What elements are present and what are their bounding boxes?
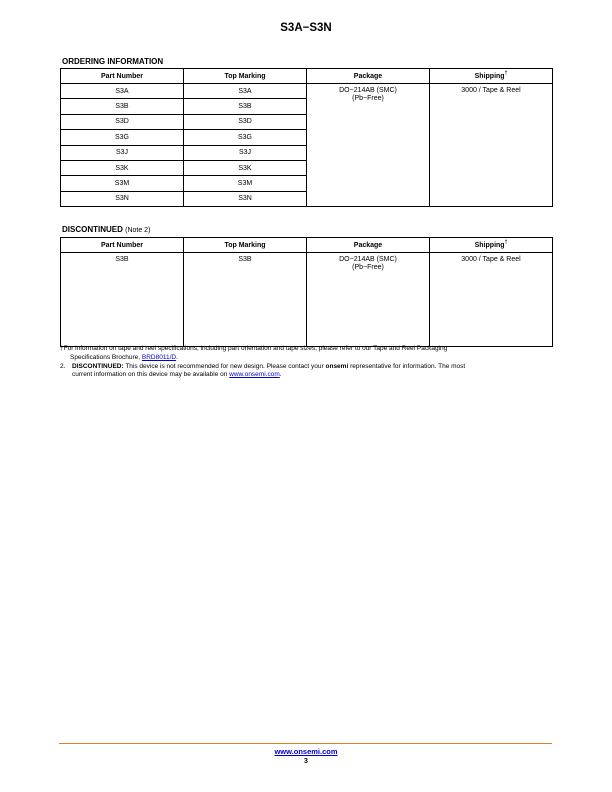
ordering-table	[60, 68, 553, 207]
part-number-cell: S3M	[61, 176, 184, 191]
package-cell	[307, 84, 430, 207]
part-number-cell: S3J	[61, 145, 184, 160]
table-header-row	[61, 69, 553, 84]
top-marking-cell: S3A	[184, 84, 307, 99]
footer-url	[0, 747, 612, 756]
column-header-part-number: Part Number	[61, 238, 184, 253]
note-number: 2.	[60, 362, 66, 370]
shipping-header-label: Shipping	[474, 72, 505, 80]
part-number-cell: S3B	[61, 253, 184, 347]
discontinued-table	[60, 237, 553, 347]
onsemi-link[interactable]: www.onsemi.com	[229, 371, 280, 379]
dagger-mark: †	[504, 70, 508, 77]
column-header-top-marking: Top Marking	[184, 69, 307, 84]
dagger-footnote-text: †For information on tape and reel specifications, including part orientation and tape sizes, please refer to our Tape and Reel Packaging	[60, 345, 448, 352]
part-number-cell: S3N	[61, 191, 184, 206]
top-marking-cell: S3B	[184, 253, 307, 347]
top-marking-cell: S3N	[184, 191, 307, 206]
part-number-cell: S3D	[61, 114, 184, 129]
footnotes	[60, 345, 552, 380]
column-header-shipping	[430, 238, 553, 253]
part-number-cell: S3B	[61, 99, 184, 114]
table-row	[61, 253, 553, 347]
dagger-mark: †	[504, 239, 508, 246]
discontinued-title: DISCONTINUED	[62, 225, 123, 234]
shipping-cell: 3000 / Tape & Reel	[430, 253, 553, 347]
document-title: S3A−S3N	[280, 22, 332, 34]
note-2-footnote	[60, 363, 552, 381]
part-number-cell: S3G	[61, 130, 184, 145]
table-header-row	[61, 238, 553, 253]
top-marking-cell: S3D	[184, 114, 307, 129]
dagger-footnote-end: .	[176, 353, 178, 361]
footer-website-link[interactable]: www.onsemi.com	[274, 747, 338, 756]
top-marking-cell: S3B	[184, 99, 307, 114]
note-2-end: .	[279, 371, 282, 379]
note-2-text-b: representative for information. The most	[348, 362, 466, 370]
discontinued-note-ref: (Note 2)	[125, 227, 151, 234]
note-2-text-a: This device is not recommended for new design. Please contact your	[123, 362, 326, 370]
table-row	[61, 84, 553, 99]
brochure-link[interactable]: BRD8011/D	[141, 353, 177, 361]
top-marking-cell: S3J	[184, 145, 307, 160]
note-2-text-c: current information on this device may be available on	[72, 371, 230, 379]
column-header-package: Package	[307, 69, 430, 84]
note-2-label: DISCONTINUED:	[72, 362, 124, 370]
column-header-part-number: Part Number	[61, 69, 184, 84]
package-cell	[307, 253, 430, 347]
page-number: 3	[304, 758, 308, 765]
footer-divider	[59, 743, 552, 744]
package-name: DO−214AB (SMC)	[339, 87, 397, 94]
top-marking-cell: S3M	[184, 176, 307, 191]
dagger-footnote	[60, 345, 552, 363]
column-header-package: Package	[307, 238, 430, 253]
package-note: (Pb−Free)	[352, 95, 384, 102]
ordering-section-title: ORDERING INFORMATION	[62, 57, 164, 66]
top-marking-cell: S3G	[184, 130, 307, 145]
package-name: DO−214AB (SMC)	[339, 256, 397, 263]
dagger-footnote-text-2: Specifications Brochure,	[70, 353, 142, 361]
discontinued-section-title	[62, 225, 150, 234]
part-number-cell: S3A	[61, 84, 184, 99]
part-number-cell: S3K	[61, 160, 184, 175]
brand-name: onsemi	[325, 362, 349, 370]
note-2-body	[72, 363, 552, 381]
column-header-top-marking: Top Marking	[184, 238, 307, 253]
column-header-shipping	[430, 69, 553, 84]
shipping-header-label: Shipping	[474, 241, 505, 249]
package-note: (Pb−Free)	[352, 264, 384, 271]
top-marking-cell: S3K	[184, 160, 307, 175]
shipping-cell: 3000 / Tape & Reel	[430, 84, 553, 207]
